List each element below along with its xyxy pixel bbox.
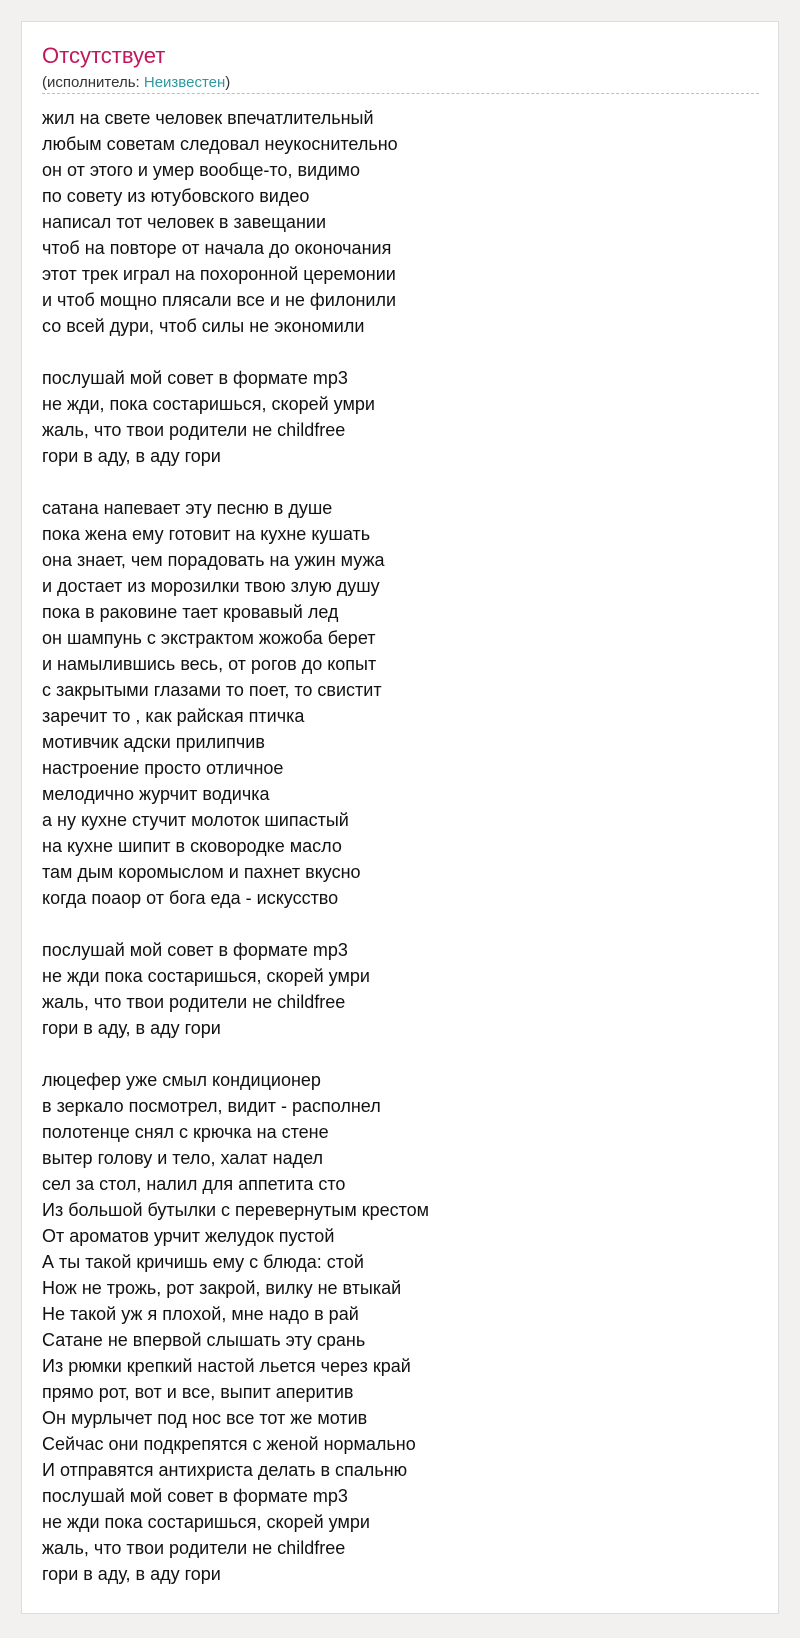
- lyrics-line: с закрытыми глазами то поет, то свистит: [42, 680, 382, 700]
- lyrics-text: [42, 105, 742, 1613]
- header-divider: [42, 93, 759, 94]
- lyrics-line: послушай мой совет в формате mp3: [42, 1486, 348, 1506]
- lyrics-line: заречит то , как райская птичка: [42, 706, 305, 726]
- lyrics-line: на кухне шипит в сковородке масло: [42, 836, 342, 856]
- lyrics-line: не жди пока состаришься, скорей умри: [42, 966, 370, 986]
- lyrics-line: полотенце снял с крючка на стене: [42, 1122, 329, 1142]
- lyrics-line: послушай мой совет в формате mp3: [42, 368, 348, 388]
- lyrics-line: мелодично журчит водичка: [42, 784, 270, 804]
- lyrics-line: чтоб на повторе от начала до оконочания: [42, 238, 392, 258]
- lyrics-line: этот трек играл на похоронной церемонии: [42, 264, 396, 284]
- lyrics-line: Не такой уж я плохой, мне надо в рай: [42, 1304, 359, 1324]
- lyrics-line: Сатане не впервой слышать эту срань: [42, 1330, 366, 1350]
- lyrics-line: прямо рот, вот и все, выпит аперитив: [42, 1382, 354, 1402]
- lyrics-stanza: [42, 105, 742, 339]
- lyrics-line: и достает из морозилки твою злую душу: [42, 576, 380, 596]
- lyrics-line: А ты такой кричишь ему с блюда: стой: [42, 1252, 364, 1272]
- lyrics-line: написал тот человек в завещании: [42, 212, 326, 232]
- lyrics-line: И отправятся антихриста делать в спальню: [42, 1460, 408, 1480]
- lyrics-line: люцефер уже смыл кондиционер: [42, 1070, 321, 1090]
- lyrics-line: гори в аду, в аду гори: [42, 1564, 221, 1584]
- lyrics-line: мотивчик адски прилипчив: [42, 732, 265, 752]
- artist-suffix: ): [225, 74, 231, 91]
- lyrics-line: пока жена ему готовит на кухне кушать: [42, 524, 371, 544]
- lyrics-line: настроение просто отличное: [42, 758, 284, 778]
- lyrics-line: Из большой бутылки с перевернутым крестом: [42, 1200, 430, 1220]
- lyrics-line: а ну кухне стучит молоток шипастый: [42, 810, 349, 830]
- lyrics-line: сатана напевает эту песню в душе: [42, 498, 333, 518]
- lyrics-line: гори в аду, в аду гори: [42, 446, 221, 466]
- lyrics-line: не жди пока состаришься, скорей умри: [42, 1512, 370, 1532]
- lyrics-line: От ароматов урчит желудок пустой: [42, 1226, 335, 1246]
- lyrics-line: там дым коромыслом и пахнет вкусно: [42, 862, 361, 882]
- lyrics-line: со всей дури, чтоб силы не экономили: [42, 316, 365, 336]
- artist-link[interactable]: Неизвестен: [143, 74, 226, 91]
- lyrics-line: Из рюмки крепкий настой льется через край: [42, 1356, 411, 1376]
- lyrics-line: Он мурлычет под нос все тот же мотив: [42, 1408, 368, 1428]
- lyrics-line: жил на свете человек впечатлительный: [42, 108, 374, 128]
- lyrics-line: в зеркало посмотрел, видит - располнел: [42, 1096, 381, 1116]
- lyrics-line: и чтоб мощно плясали все и не филонили: [42, 290, 397, 310]
- lyrics-stanza: [42, 495, 742, 911]
- lyrics-line: вытер голову и тело, халат надел: [42, 1148, 324, 1168]
- lyrics-line: он шампунь с экстрактом жожоба берет: [42, 628, 376, 648]
- lyrics-line: любым советам следовал неукоснительно: [42, 134, 398, 154]
- lyrics-line: жаль, что твои родители не childfree: [42, 992, 346, 1012]
- lyrics-line: он от этого и умер вообще-то, видимо: [42, 160, 361, 180]
- lyrics-line: Нож не трожь, рот закрой, вилку не втыкай: [42, 1278, 402, 1298]
- lyrics-line: жаль, что твои родители не childfree: [42, 1538, 346, 1558]
- song-title: Отсутствует: [42, 43, 166, 68]
- lyrics-line: Сейчас они подкрепятся с женой нормально: [42, 1434, 416, 1454]
- lyrics-stanza: [42, 1067, 742, 1587]
- lyrics-stanza: [42, 937, 742, 1041]
- artist-prefix: (исполнитель:: [42, 74, 144, 91]
- lyrics-line: когда поаор от бога еда - искусство: [42, 888, 339, 908]
- lyrics-line: по совету из ютубовского видео: [42, 186, 310, 206]
- lyrics-line: жаль, что твои родители не childfree: [42, 420, 346, 440]
- lyrics-line: сел за стол, налил для аппетита сто: [42, 1174, 346, 1194]
- lyrics-card: [21, 21, 779, 1614]
- lyrics-line: и намылившись весь, от рогов до копыт: [42, 654, 377, 674]
- lyrics-line: она знает, чем порадовать на ужин мужа: [42, 550, 385, 570]
- lyrics-line: не жди, пока состаришься, скорей умри: [42, 394, 375, 414]
- artist-line: [42, 74, 230, 92]
- lyrics-line: пока в раковине тает кровавый лед: [42, 602, 339, 622]
- lyrics-stanza: [42, 365, 742, 469]
- lyrics-line: гори в аду, в аду гори: [42, 1018, 221, 1038]
- lyrics-line: послушай мой совет в формате mp3: [42, 940, 348, 960]
